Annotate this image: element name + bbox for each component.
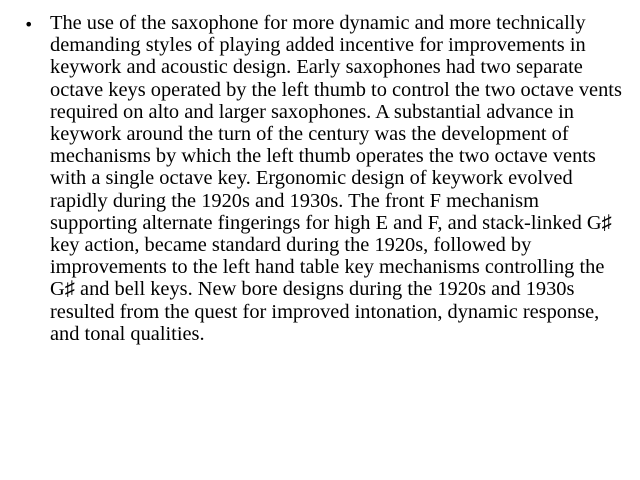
bullet-list [22, 12, 622, 345]
bullet-text: The use of the saxophone for more dynamic and more technically demanding styles of playing added incentive for improvements in keywork and acoustic design. Early saxophones had two separate octave keys operated by the left thumb to control the two octave vents required on alto and larger saxophones. A substantial advance in keywork around the turn of the century was the development of mechanisms by which the left thumb operates the two octave vents with a single octave key. Ergonomic design of keywork evolved rapidly during the 1920s and 1930s. The front F mechanism supporting alternate fingerings for high E and F, and stack-linked G♯ key action, became standard during the 1920s, followed by improvements to the left hand table key mechanisms controlling the G♯ and bell keys. New bore designs during the 1920s and 1930s resulted from the quest for improved intonation, dynamic response, and tonal qualities. [50, 12, 622, 345]
bullet-marker: • [24, 15, 34, 34]
bullet-item [22, 12, 622, 345]
